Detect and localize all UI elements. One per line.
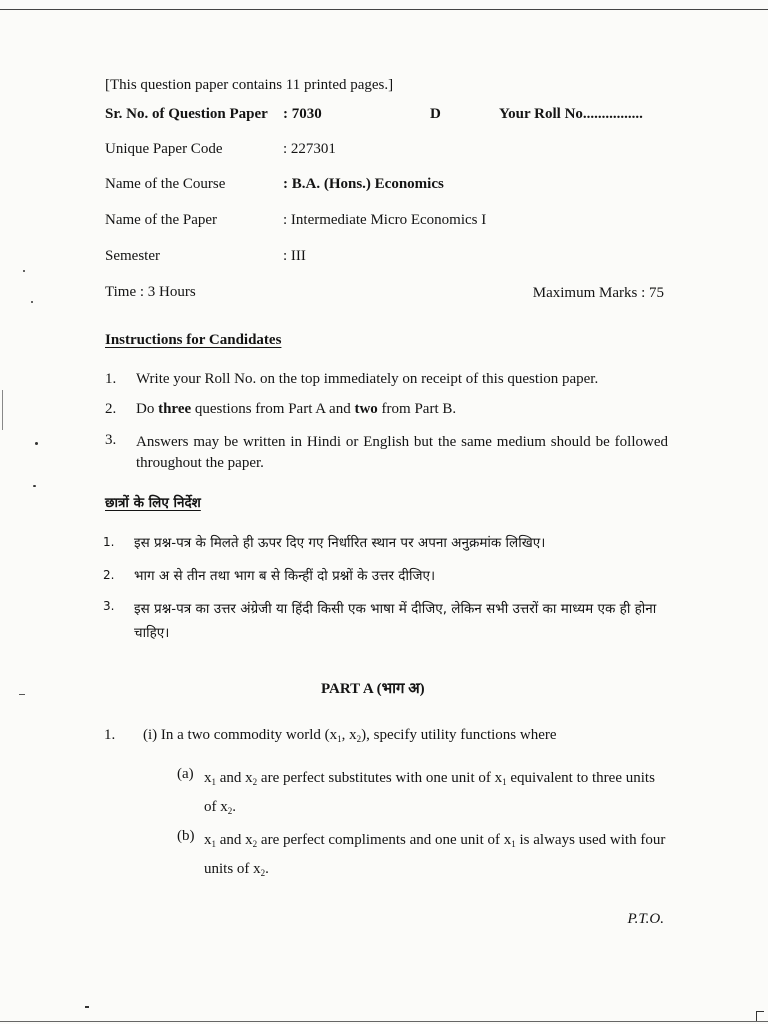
two-emphasis: two xyxy=(354,401,378,417)
scan-speck xyxy=(35,442,38,445)
roll-number-field: Your Roll No................ xyxy=(499,106,643,122)
question-1-part-i: (i) In a two commodity world ($x_1$, $x_2$), specify utility functions where xyxy=(143,727,557,744)
instruction-3-text: Answers may be written in Hindi or English but the same medium should be followed throughout the paper. xyxy=(136,434,668,471)
paper-code-label: Unique Paper Code xyxy=(105,141,223,157)
scan-speck xyxy=(31,301,33,303)
scan-speck xyxy=(23,270,25,272)
course-label: Name of the Course xyxy=(105,176,226,192)
question-1b-label: (b) xyxy=(177,828,195,844)
instructions-title: Instructions for Candidates xyxy=(105,332,282,348)
instruction-2-text: Do three questions from Part A and two from Part B. xyxy=(136,401,457,417)
hindi-instruction-3-number: 3. xyxy=(103,599,115,613)
question-1a-text: $x_1$ and $x_2$ are perfect substitutes with one unit of $x_1$ equivalent to three units of $x_2$. xyxy=(204,770,655,816)
time-allowed: Time : 3 Hours xyxy=(105,284,196,300)
bottom-rule xyxy=(0,1021,768,1022)
sr-no-label: Sr. No. of Question Paper xyxy=(105,106,268,122)
top-rule xyxy=(0,9,768,10)
maximum-marks: Maximum Marks : 75 xyxy=(532,285,664,301)
question-1a-label: (a) xyxy=(177,766,194,782)
corner-mark xyxy=(756,1011,764,1012)
scan-dash xyxy=(85,1006,89,1008)
question-1b-text: $x_1$ and $x_2$ are perfect compliments and one unit of $x_1$ is always used with four units of $x_2$. xyxy=(204,832,666,878)
scan-dash xyxy=(19,694,25,695)
hindi-instruction-1-text: इस प्रश्न-पत्र के मिलते ही ऊपर दिए गए निर्धारित स्थान पर अपना अनुक्रमांक लिखिए। xyxy=(134,535,546,551)
hindi-instruction-1-number: 1. xyxy=(103,535,115,549)
corner-mark xyxy=(756,1011,757,1021)
paper-code-value: : 227301 xyxy=(283,141,336,157)
course-value: : B.A. (Hons.) Economics xyxy=(283,176,444,192)
three-emphasis: three xyxy=(158,401,192,417)
hindi-instruction-2-text: भाग अ से तीन तथा भाग ब से किन्हीं दो प्रश्नों के उत्तर दीजिए। xyxy=(134,568,436,584)
scan-left-margin-mark xyxy=(2,390,3,430)
instruction-2-number: 2. xyxy=(105,401,117,417)
question-1-number: 1. xyxy=(104,727,116,743)
instruction-3-number: 3. xyxy=(105,432,117,448)
paper-name-value: : Intermediate Micro Economics I xyxy=(283,212,487,228)
semester-label: Semester xyxy=(105,248,160,264)
instruction-1-text: Write your Roll No. on the top immediately on receipt of this question paper. xyxy=(136,371,599,387)
hindi-instruction-2-number: 2. xyxy=(103,568,115,582)
paper-name-label: Name of the Paper xyxy=(105,212,218,228)
pages-note: [This question paper contains 11 printed pages.] xyxy=(105,77,394,93)
set-code: D xyxy=(430,106,441,122)
scan-speck xyxy=(33,485,36,487)
semester-value: : III xyxy=(283,248,306,264)
part-a-heading: PART A (भाग अ) xyxy=(321,681,425,697)
please-turn-over: P.T.O. xyxy=(627,911,664,927)
sr-no-value: : 7030 xyxy=(283,106,322,122)
instruction-1-number: 1. xyxy=(105,371,117,387)
hindi-instruction-3-text: इस प्रश्न-पत्र का उत्तर अंग्रेजी या हिंदी किसी एक भाषा में दीजिए, लेकिन सभी उत्तरों का माध्यम एक ही होना चाहिए। xyxy=(134,601,657,641)
hindi-instructions-title: छात्रों के लिए निर्देश xyxy=(105,495,201,511)
